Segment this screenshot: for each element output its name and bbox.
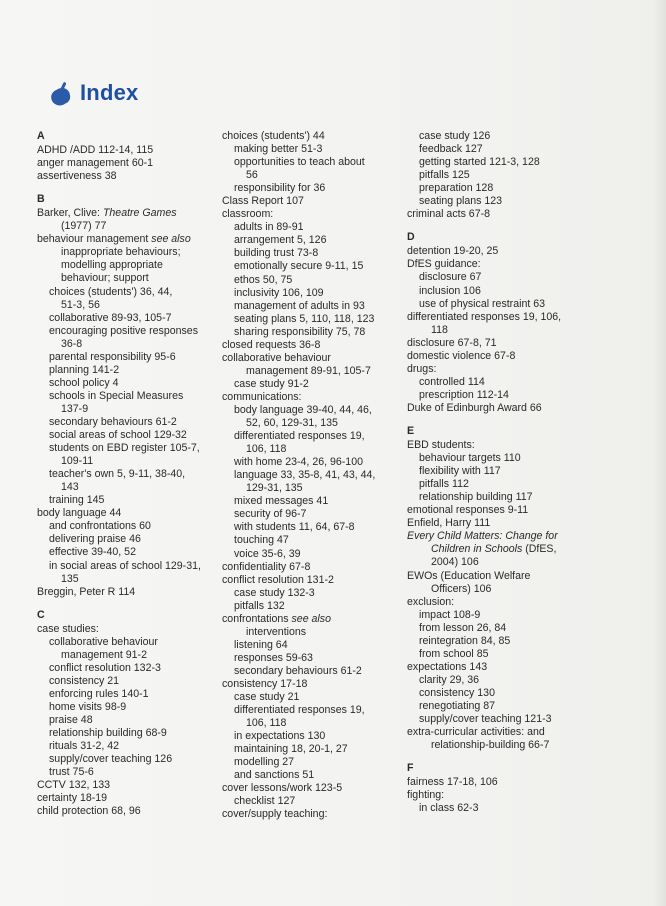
index-entry bbox=[407, 530, 592, 543]
index-entry: inclusivity 106, 109 bbox=[234, 286, 324, 299]
index-entry bbox=[37, 233, 217, 246]
index-entry: 143 bbox=[61, 481, 79, 494]
index-entry: 129-31, 135 bbox=[246, 482, 303, 495]
section-letter: F bbox=[407, 762, 414, 775]
index-header bbox=[52, 80, 138, 106]
entry-text: behaviour management bbox=[37, 233, 152, 246]
section-letter: D bbox=[407, 231, 415, 244]
index-entry: behaviour targets 110 bbox=[419, 452, 521, 465]
index-entry: responses 59-63 bbox=[234, 651, 313, 664]
index-entry: consistency 17-18 bbox=[222, 677, 308, 690]
index-entry: with home 23-4, 26, 96-100 bbox=[234, 456, 363, 469]
index-entry: emotionally secure 9-11, 15 bbox=[234, 260, 364, 273]
index-entry: reintegration 84, 85 bbox=[419, 634, 511, 647]
index-entry: modelling 27 bbox=[234, 756, 295, 769]
index-entry: inappropriate behaviours; bbox=[61, 246, 181, 259]
index-entry: choices (students') 44 bbox=[222, 130, 325, 142]
index-entry: emotional responses 9-11 bbox=[407, 504, 529, 517]
index-entry: collaborative behaviour bbox=[222, 351, 331, 364]
index-entry: case study 132-3 bbox=[234, 586, 315, 599]
index-entry: supply/cover teaching 126 bbox=[49, 753, 173, 766]
index-entry: rituals 31-2, 42 bbox=[49, 740, 120, 753]
index-entry: with students 11, 64, 67-8 bbox=[234, 521, 355, 534]
index-entry: 137-9 bbox=[61, 402, 89, 415]
index-entry: extra-curricular activities: and bbox=[407, 726, 545, 739]
index-entry: communications: bbox=[222, 390, 302, 403]
index-entry: anger management 60-1 bbox=[37, 157, 154, 170]
index-entry: students on EBD register 105-7, bbox=[49, 442, 200, 455]
index-entry: and sanctions 51 bbox=[234, 769, 315, 782]
index-entry: checklist 127 bbox=[234, 795, 296, 808]
index-entry: differentiated responses 19, 106, bbox=[407, 310, 562, 323]
index-entry: 109-11 bbox=[61, 455, 94, 468]
index-entry: delivering praise 46 bbox=[49, 533, 141, 546]
index-entry: case study 21 bbox=[234, 691, 300, 704]
section-letter: A bbox=[37, 130, 45, 142]
index-entry: enforcing rules 140-1 bbox=[49, 687, 149, 700]
index-entry: effective 39-40, 52 bbox=[49, 546, 136, 559]
index-entry: criminal acts 67-8 bbox=[407, 208, 491, 221]
index-entry: consistency 21 bbox=[49, 674, 120, 687]
index-entry: listening 64 bbox=[234, 638, 288, 651]
entry-italic-text: see also bbox=[151, 233, 191, 246]
index-entry: parental responsibility 95-6 bbox=[49, 350, 176, 363]
index-entry: case study 91-2 bbox=[234, 377, 309, 390]
index-entry: management 91-2 bbox=[61, 648, 147, 661]
entry-italic-text: Theatre Games bbox=[102, 207, 177, 220]
section-letter: B bbox=[37, 193, 45, 206]
section-letter: E bbox=[407, 424, 415, 437]
entry-italic-text: Children in Schools bbox=[431, 543, 523, 556]
index-entry: sharing responsibility 75, 78 bbox=[234, 325, 366, 338]
page-edge-shadow bbox=[652, 0, 666, 906]
index-entry: secondary behaviours 61-2 bbox=[234, 664, 362, 677]
index-entry: ADHD /ADD 112-14, 115 bbox=[37, 144, 154, 157]
index-entry: conflict resolution 131-2 bbox=[222, 573, 334, 586]
index-entry: adults in 89-91 bbox=[234, 221, 304, 234]
index-entry: CCTV 132, 133 bbox=[37, 779, 111, 792]
index-entry: responsibility for 36 bbox=[234, 182, 326, 195]
index-entry: flexibility with 117 bbox=[419, 465, 501, 478]
index-entry: prescription 112-14 bbox=[419, 388, 509, 401]
index-entry: 2004) 106 bbox=[431, 556, 479, 569]
index-entry: case study 126 bbox=[419, 130, 491, 142]
index-entry: behaviour; support bbox=[61, 272, 149, 285]
section-letter: C bbox=[37, 608, 45, 621]
index-entry: modelling appropriate bbox=[61, 259, 163, 272]
index-entry: seating plans 5, 110, 118, 123 bbox=[234, 312, 375, 325]
index-entry: social areas of school 129-32 bbox=[49, 429, 187, 442]
index-entry: schools in Special Measures bbox=[49, 389, 184, 402]
index-entry: relationship-building 66-7 bbox=[431, 739, 550, 752]
index-entry: language 33, 35-8, 41, 43, 44, bbox=[234, 469, 376, 482]
index-entry: body language 44 bbox=[37, 507, 122, 520]
index-entry: mixed messages 41 bbox=[234, 495, 329, 508]
index-entry: EBD students: bbox=[407, 439, 475, 452]
index-entry: 106, 118 bbox=[246, 717, 287, 730]
index-entry: Class Report 107 bbox=[222, 195, 304, 208]
index-entry: 36-8 bbox=[61, 337, 83, 350]
index-entry: collaborative behaviour bbox=[49, 635, 158, 648]
index-column-3 bbox=[407, 130, 592, 815]
index-entry: praise 48 bbox=[49, 714, 93, 727]
index-entry: in social areas of school 129-31, bbox=[49, 559, 201, 572]
entry-italic-text: Every Child Matters: Change for bbox=[407, 530, 558, 543]
index-entry: interventions bbox=[246, 625, 307, 638]
index-entry: disclosure 67-8, 71 bbox=[407, 336, 497, 349]
index-entry: 56 bbox=[246, 169, 258, 182]
page-title: Index bbox=[80, 80, 139, 105]
index-entry: cover/supply teaching: bbox=[222, 808, 328, 821]
index-entry: opportunities to teach about bbox=[234, 156, 365, 169]
index-entry: classroom: bbox=[222, 208, 274, 221]
index-entry: from lesson 26, 84 bbox=[419, 621, 507, 634]
index-entry: voice 35-6, 39 bbox=[234, 547, 301, 560]
index-entry: 135 bbox=[61, 572, 79, 585]
index-entry: Officers) 106 bbox=[431, 582, 492, 595]
index-entry bbox=[222, 613, 404, 626]
index-entry: seating plans 123 bbox=[419, 195, 503, 208]
index-entry: confidentiality 67-8 bbox=[222, 560, 311, 573]
index-entry: 52, 60, 129-31, 135 bbox=[246, 417, 338, 430]
index-entry: exclusion: bbox=[407, 595, 455, 608]
index-entry: secondary behaviours 61-2 bbox=[49, 415, 177, 428]
index-entry: pitfalls 112 bbox=[419, 478, 469, 491]
entry-rest-text: (DfES, bbox=[522, 543, 557, 556]
index-column-2 bbox=[222, 130, 404, 821]
index-entry: feedback 127 bbox=[419, 143, 483, 156]
index-entry: 118 bbox=[431, 323, 448, 336]
index-entry: assertiveness 38 bbox=[37, 170, 117, 183]
index-column-1 bbox=[37, 130, 217, 818]
index-entry: fighting: bbox=[407, 789, 445, 802]
index-entry: preparation 128 bbox=[419, 182, 494, 195]
index-entry: (1977) 77 bbox=[61, 220, 107, 233]
index-entry: maintaining 18, 20-1, 27 bbox=[234, 743, 348, 756]
index-entry: consistency 130 bbox=[419, 686, 495, 699]
index-entry: training 145 bbox=[49, 494, 105, 507]
index-entry: home visits 98-9 bbox=[49, 700, 127, 713]
index-entry: body language 39-40, 44, 46, bbox=[234, 403, 372, 416]
index-entry: inclusion 106 bbox=[419, 284, 481, 297]
index-entry: fairness 17-18, 106 bbox=[407, 776, 498, 789]
entry-italic-text: see also bbox=[291, 612, 331, 625]
index-entry: in class 62-3 bbox=[419, 802, 479, 815]
index-entry bbox=[407, 543, 592, 556]
index-entry: management of adults in 93 bbox=[234, 299, 365, 312]
index-entry: certainty 18-19 bbox=[37, 792, 108, 805]
index-entry: from school 85 bbox=[419, 647, 489, 660]
index-entry: in expectations 130 bbox=[234, 730, 326, 743]
index-entry: use of physical restraint 63 bbox=[419, 297, 546, 310]
index-entry: making better 51-3 bbox=[234, 143, 323, 156]
index-entry: security of 96-7 bbox=[234, 508, 307, 521]
index-entry: renegotiating 87 bbox=[419, 699, 495, 712]
index-entry: conflict resolution 132-3 bbox=[49, 661, 161, 674]
index-entry: Duke of Edinburgh Award 66 bbox=[407, 401, 542, 414]
index-entry: choices (students') 36, 44, bbox=[49, 285, 173, 298]
index-entry: differentiated responses 19, bbox=[234, 430, 365, 443]
index-entry: touching 47 bbox=[234, 534, 289, 547]
entry-text: Barker, Clive: bbox=[37, 207, 103, 220]
index-entry: drugs: bbox=[407, 362, 437, 375]
index-entry: domestic violence 67-8 bbox=[407, 349, 516, 362]
index-entry: child protection 68, 96 bbox=[37, 805, 141, 818]
index-entry: DfES guidance: bbox=[407, 258, 481, 271]
index-entry: Enfield, Harry 111 bbox=[407, 517, 491, 530]
entry-text: confrontations bbox=[222, 612, 292, 625]
index-entry: cover lessons/work 123-5 bbox=[222, 782, 343, 795]
index-entry: relationship building 117 bbox=[419, 491, 533, 504]
index-entry: arrangement 5, 126 bbox=[234, 234, 327, 247]
index-entry: disclosure 67 bbox=[419, 271, 482, 284]
index-entry: closed requests 36-8 bbox=[222, 338, 321, 351]
index-entry: Breggin, Peter R 114 bbox=[37, 585, 136, 598]
index-entry: case studies: bbox=[37, 622, 99, 635]
index-entry bbox=[37, 207, 217, 220]
index-entry: planning 141-2 bbox=[49, 363, 120, 376]
index-entry: building trust 73-8 bbox=[234, 247, 319, 260]
index-entry: differentiated responses 19, bbox=[234, 704, 365, 717]
apple-icon bbox=[52, 82, 70, 104]
index-entry: relationship building 68-9 bbox=[49, 727, 167, 740]
index-entry: school policy 4 bbox=[49, 376, 119, 389]
index-entry: trust 75-6 bbox=[49, 766, 94, 779]
index-entry: and confrontations 60 bbox=[49, 520, 151, 533]
index-entry: management 89-91, 105-7 bbox=[246, 364, 371, 377]
index-entry: 106, 118 bbox=[246, 443, 287, 456]
index-entry: detention 19-20, 25 bbox=[407, 245, 499, 258]
index-entry: clarity 29, 36 bbox=[419, 673, 480, 686]
index-entry: supply/cover teaching 121-3 bbox=[419, 713, 552, 726]
index-entry: EWOs (Education Welfare bbox=[407, 569, 531, 582]
index-entry: controlled 114 bbox=[419, 375, 485, 388]
index-entry: getting started 121-3, 128 bbox=[419, 156, 540, 169]
index-entry: expectations 143 bbox=[407, 660, 488, 673]
index-entry: pitfalls 132 bbox=[234, 599, 285, 612]
index-entry: ethos 50, 75 bbox=[234, 273, 293, 286]
index-entry: impact 108-9 bbox=[419, 608, 481, 621]
index-entry: encouraging positive responses bbox=[49, 324, 198, 337]
index-entry: pitfalls 125 bbox=[419, 169, 470, 182]
index-entry: 51-3, 56 bbox=[61, 298, 100, 311]
index-entry: collaborative 89-93, 105-7 bbox=[49, 311, 172, 324]
index-entry: teacher's own 5, 9-11, 38-40, bbox=[49, 468, 186, 481]
